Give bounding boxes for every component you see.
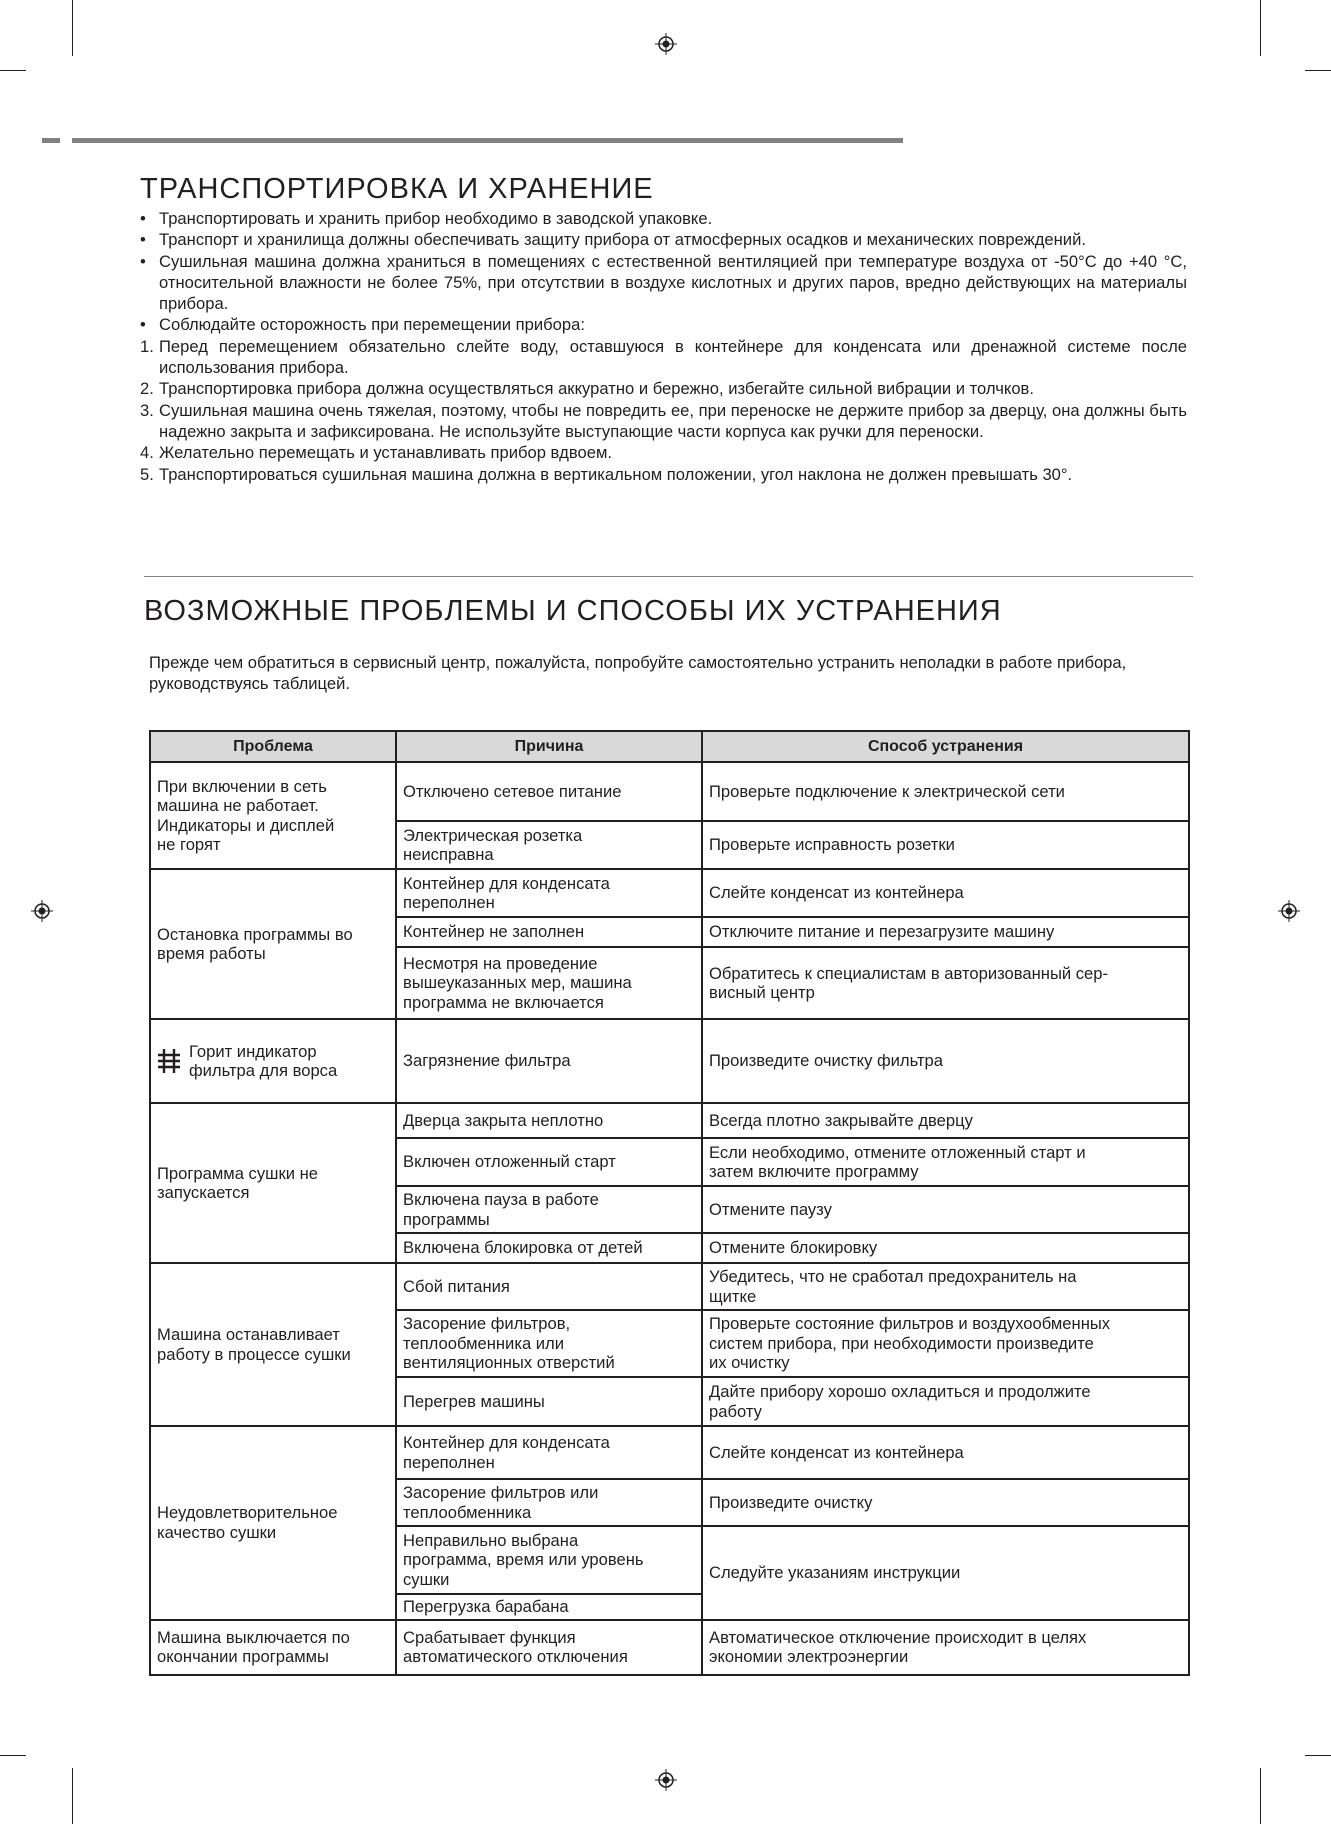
section-title-troubleshooting: ВОЗМОЖНЫЕ ПРОБЛЕМЫ И СПОСОБЫ ИХ УСТРАНЕНИЯ <box>144 595 1002 627</box>
list-marker: 2. <box>140 379 154 399</box>
registration-mark-icon <box>31 900 53 922</box>
solution-cell: Отмените блокировку <box>702 1233 1189 1263</box>
registration-mark-icon <box>655 1769 677 1791</box>
cause-cell: Контейнер для конденсата переполнен <box>396 1426 702 1479</box>
list-item <box>140 464 1187 485</box>
list-item <box>140 208 1187 229</box>
solution-cell: Убедитесь, что не сработал предохранитель на щитке <box>702 1263 1189 1310</box>
header-bar <box>72 138 903 143</box>
crop-mark <box>1305 70 1331 71</box>
cause-cell: Включен отложенный старт <box>396 1138 702 1186</box>
problem-cell: Остановка программы во время работы <box>150 869 396 1019</box>
solution-cell: Всегда плотно закрывайте дверцу <box>702 1103 1189 1138</box>
list-item <box>140 442 1187 463</box>
solution-cell: Произведите очистку фильтра <box>702 1019 1189 1103</box>
cause-cell: Включена блокировка от детей <box>396 1233 702 1263</box>
table-row <box>150 1263 1189 1310</box>
list-marker: 4. <box>140 443 154 463</box>
crop-mark <box>0 70 26 71</box>
intro-text: Прежде чем обратиться в сервисный центр, пожалуйста, попробуйте самостоятельно устранить неполадки в работе прибора, руководствуясь таблицей. <box>149 653 1127 694</box>
section-title-transport: ТРАНСПОРТИРОВКА И ХРАНЕНИЕ <box>140 173 654 205</box>
header-solution: Способ устранения <box>702 731 1189 762</box>
list-marker: • <box>140 251 146 271</box>
solution-cell: Проверьте состояние фильтров и воздухообменных систем прибора, при необходимости произведите их очистку <box>702 1310 1189 1377</box>
crop-mark <box>72 1768 73 1824</box>
cause-cell: Контейнер не заполнен <box>396 917 702 947</box>
header-bar-short <box>42 138 60 143</box>
table-row <box>150 1103 1189 1138</box>
list-item <box>140 314 1187 335</box>
cause-cell: Электрическая розетка неисправна <box>396 821 702 869</box>
solution-cell: Дайте прибору хорошо охладиться и продолжите работу <box>702 1377 1189 1426</box>
list-text: Транспортировать и хранить прибор необходимо в заводской упаковке. <box>159 209 713 228</box>
problem-cell <box>150 1019 396 1103</box>
list-item <box>140 400 1187 443</box>
problem-cell: При включении в сеть машина не работает. Индикаторы и дисплей не горят <box>150 762 396 869</box>
solution-cell: Обратитесь к специалистам в авторизованный сер- висный центр <box>702 947 1189 1019</box>
solution-cell: Автоматическое отключение происходит в целях экономии электроэнергии <box>702 1620 1189 1675</box>
solution-cell: Произведите очистку <box>702 1479 1189 1526</box>
header-cause: Причина <box>396 731 702 762</box>
list-marker: • <box>140 209 146 228</box>
list-text: Желательно перемещать и устанавливать прибор вдвоем. <box>159 443 612 463</box>
cause-cell: Загрязнение фильтра <box>396 1019 702 1103</box>
table-row <box>150 1620 1189 1675</box>
cause-cell: Засорение фильтров или теплообменника <box>396 1479 702 1526</box>
troubleshooting-table <box>149 730 1190 1676</box>
crop-mark <box>1305 1755 1331 1756</box>
list-text: Перед перемещением обязательно слейте воду, оставшуюся в контейнере для конденсата или дренажной системе после использования прибора. <box>159 336 1187 378</box>
problem-cell: Машина останавливает работу в процессе сушки <box>150 1263 396 1426</box>
cause-cell: Несмотря на проведение вышеуказанных мер, машина программа не включается <box>396 947 702 1019</box>
registration-mark-icon <box>1278 900 1300 922</box>
solution-cell: Отмените паузу <box>702 1186 1189 1233</box>
cause-cell: Перегрузка барабана <box>396 1594 702 1620</box>
list-marker: 1. <box>140 336 154 356</box>
solution-cell: Следуйте указаниям инструкции <box>702 1526 1189 1620</box>
list-marker: • <box>140 315 146 335</box>
cause-cell: Перегрев машины <box>396 1377 702 1426</box>
section-divider <box>144 576 1193 577</box>
problem-cell: Программа сушки не запускается <box>150 1103 396 1263</box>
list-item <box>140 229 1187 250</box>
cause-cell: Сбой питания <box>396 1263 702 1310</box>
cause-cell: Контейнер для конденсата переполнен <box>396 869 702 917</box>
cause-cell: Дверца закрыта неплотно <box>396 1103 702 1138</box>
problem-text: Горит индикатор фильтра для ворса <box>189 1041 338 1080</box>
lint-filter-icon <box>157 1048 181 1074</box>
transport-list <box>140 208 1187 485</box>
list-text: Сушильная машина должна храниться в помещениях с естественной вентиляцией при температуре воздуха от -50°С до +40 °С, относительной влажности не более 75%, при отсутствии в воздухе кислотных и других паров, вредно действующих на материалы прибора. <box>159 251 1187 314</box>
table-row <box>150 1426 1189 1479</box>
cause-cell: Отключено сетевое питание <box>396 762 702 821</box>
list-marker: • <box>140 230 146 250</box>
cause-cell: Засорение фильтров, теплообменника или вентиляционных отверстий <box>396 1310 702 1377</box>
table-row <box>150 762 1189 821</box>
list-text: Сушильная машина очень тяжелая, поэтому, чтобы не повредить ее, при переноске не держите прибор за дверцу, она должны быть надежно закрыта и зафиксирована. Не используйте выступающие части корпуса как ручки для переноски. <box>159 400 1187 441</box>
list-item <box>140 251 1187 315</box>
solution-cell: Проверьте подключение к электрической сети <box>702 762 1189 821</box>
problem-cell: Неудовлетворительное качество сушки <box>150 1426 396 1620</box>
cause-cell: Включена пауза в работе программы <box>396 1186 702 1233</box>
list-text: Соблюдайте осторожность при перемещении прибора: <box>159 315 585 335</box>
table-row <box>150 1019 1189 1103</box>
list-text: Транспорт и хранилища должны обеспечивать защиту прибора от атмосферных осадков и механических повреждений. <box>159 230 1086 250</box>
solution-cell: Если необходимо, отмените отложенный старт и затем включите программу <box>702 1138 1189 1186</box>
list-item <box>140 336 1187 379</box>
crop-mark <box>72 0 73 56</box>
list-marker: 5. <box>140 464 154 484</box>
cause-cell: Срабатывает функция автоматического отключения <box>396 1620 702 1675</box>
list-text: Транспортировка прибора должна осуществляться аккуратно и бережно, избегайте сильной вибрации и толчков. <box>159 379 1034 399</box>
problem-cell: Машина выключается по окончании программы <box>150 1620 396 1675</box>
solution-cell: Проверьте исправность розетки <box>702 821 1189 869</box>
list-item <box>140 378 1187 399</box>
cause-cell: Неправильно выбрана программа, время или уровень сушки <box>396 1526 702 1594</box>
registration-mark-icon <box>655 33 677 55</box>
table-header-row <box>150 731 1189 762</box>
crop-mark <box>1260 1768 1261 1824</box>
crop-mark <box>0 1755 26 1756</box>
solution-cell: Слейте конденсат из контейнера <box>702 869 1189 917</box>
header-problem: Проблема <box>150 731 396 762</box>
crop-mark <box>1260 0 1261 56</box>
solution-cell: Отключите питание и перезагрузите машину <box>702 917 1189 947</box>
table-row <box>150 869 1189 917</box>
list-marker: 3. <box>140 400 154 420</box>
solution-cell: Слейте конденсат из контейнера <box>702 1426 1189 1479</box>
list-text: Транспортироваться сушильная машина должна в вертикальном положении, угол наклона не должен превышать 30°. <box>159 464 1073 484</box>
